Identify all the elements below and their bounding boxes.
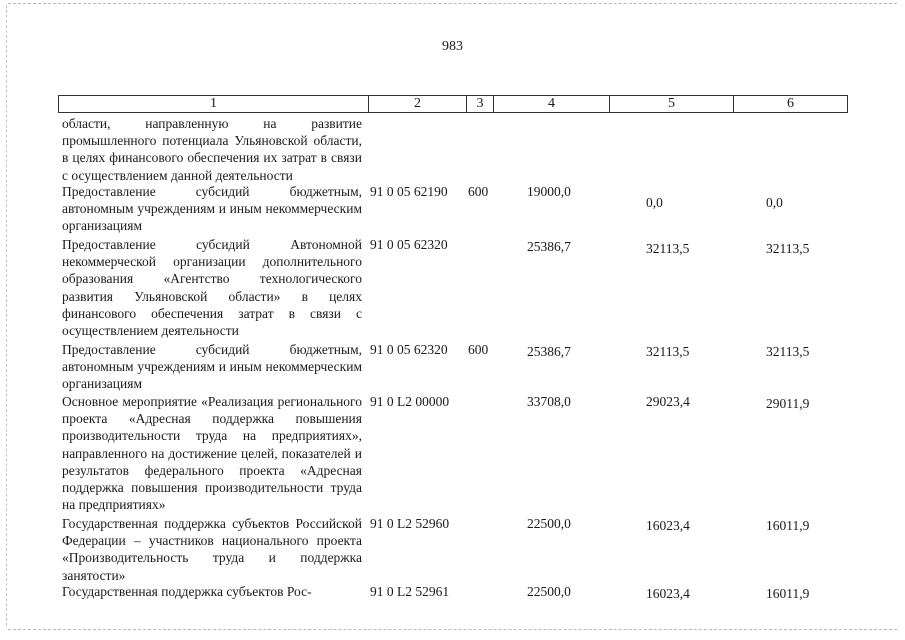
table-row [58,393,848,515]
row-name: Предоставление субсидий бюджетным, автономным учреждениям и иным некоммерческим организациям [62,184,362,234]
row-name: Предоставление субсидий бюджетным, автономным учреждениям и иным некоммерческим организациям [62,342,362,392]
header-col-4: 4 [493,96,609,112]
header-col-2: 2 [368,96,466,112]
budget-table [58,95,848,601]
row-value-col6: 0,0 [766,195,783,210]
row-value-col5: 32113,5 [646,241,690,256]
page-edge-top [8,3,897,4]
row-name: Государственная поддержка субъектов Рос- [62,584,312,599]
row-value-col5: 16023,4 [646,518,690,533]
row-value-col6: 32113,5 [766,344,810,359]
page-edge-bottom [8,629,897,630]
table-row [58,341,848,393]
row-value-col4: 25386,7 [527,344,571,359]
page-number: 983 [442,39,463,54]
row-name: области, направленную на развитие промышленного потенциала Ульяновской области, в целях финансового обеспечения их затрат в связи с осуществлением данной деятельности [62,116,362,183]
row-value-col5: 16023,4 [646,586,690,601]
row-name: Основное мероприятие «Реализация регионального проекта «Адресная поддержка повышения производительности труда на предприятиях», направленного на достижение целей, показателей и результатов федерального проекта «Адресная поддержка повышения производительности труда на предприятиях» [62,394,362,513]
row-type: 600 [468,184,489,199]
row-code: 91 0 05 62320 [370,342,448,357]
row-type: 600 [468,342,489,357]
row-value-col6: 16011,9 [766,586,810,601]
table-row [58,583,848,605]
row-value-col4: 25386,7 [527,239,571,254]
table-row [58,236,848,340]
header-col-5: 5 [609,96,733,112]
row-value-col5: 29023,4 [646,394,690,409]
page-edge-left [6,5,7,626]
row-code: 91 0 05 62190 [370,184,448,199]
row-value-col6: 29011,9 [766,396,810,411]
table-row [58,183,848,235]
row-value-col4: 22500,0 [527,516,571,531]
row-value-col5: 32113,5 [646,344,690,359]
header-col-3: 3 [466,96,493,112]
header-col-6: 6 [733,96,847,112]
header-col-1: 1 [210,96,217,111]
table-header-row [58,95,848,113]
row-value-col4: 22500,0 [527,584,571,599]
row-name: Предоставление субсидий Автономной некоммерческой организации дополнительного образования «Агентство технологического развития Ульяновской области» в целях финансового обеспечения затрат в связи с осуществлением деятельности [62,237,362,339]
row-value-col4: 19000,0 [527,184,571,199]
row-value-col4: 33708,0 [527,394,571,409]
row-value-col5: 0,0 [646,195,663,210]
table-row [58,515,848,585]
row-code: 91 0 L2 52961 [370,584,450,599]
row-code: 91 0 L2 00000 [370,394,450,409]
row-code: 91 0 L2 52960 [370,516,450,531]
row-value-col6: 16011,9 [766,518,810,533]
row-code: 91 0 05 62320 [370,237,448,252]
row-name: Государственная поддержка субъектов Российской Федерации – участников национального проекта «Производительность труда и поддержка занятости» [62,516,362,583]
row-value-col6: 32113,5 [766,241,810,256]
